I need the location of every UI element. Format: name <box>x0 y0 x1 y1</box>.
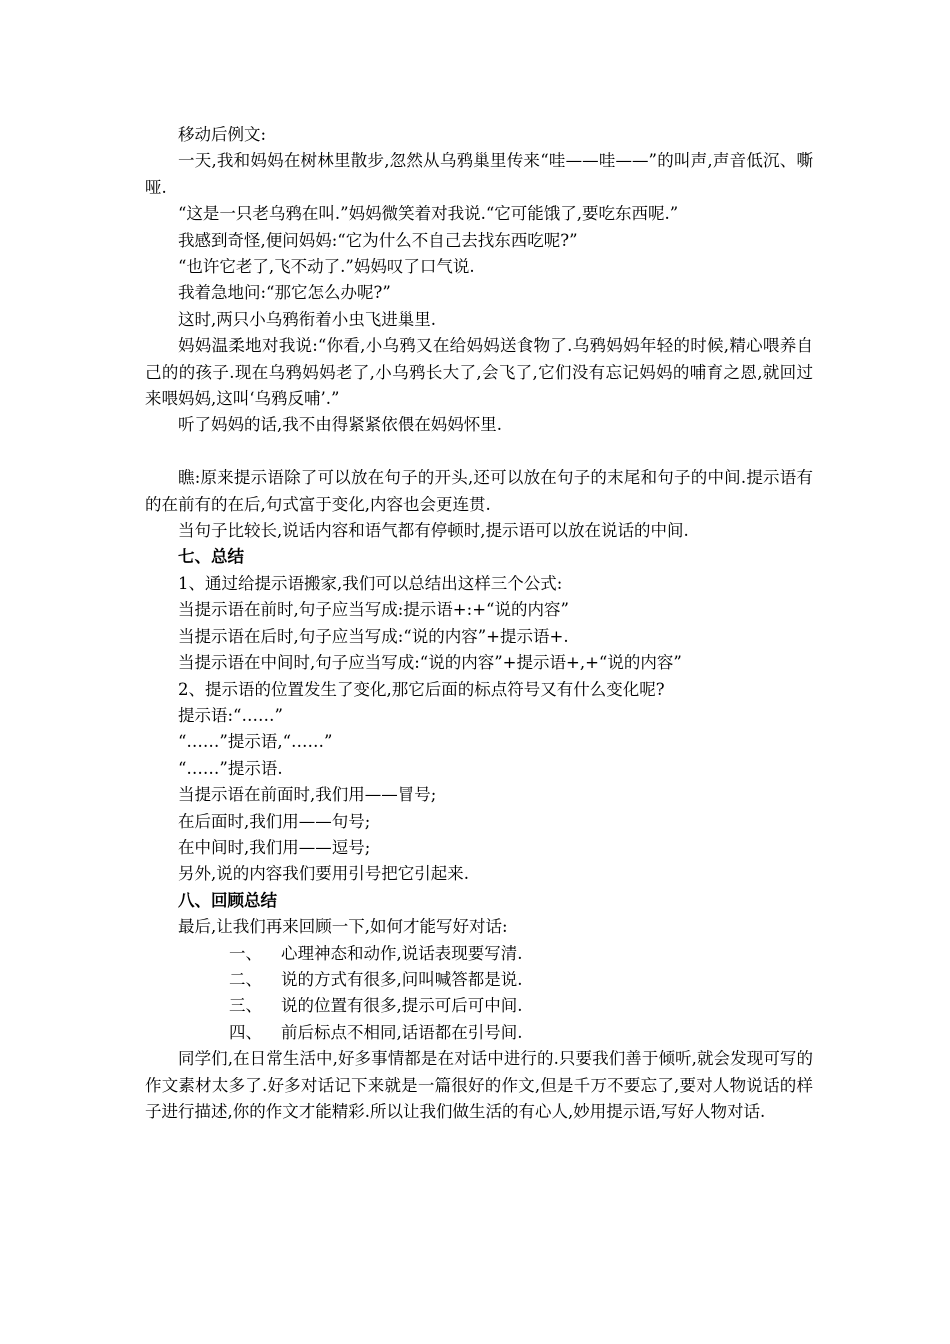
paragraph-story-2: “这是一只老乌鸦在叫.”妈妈微笑着对我说.“它可能饿了,要吃东西呢.” <box>178 204 679 224</box>
paragraph-story-4: “也许它老了,飞不动了.”妈妈叹了口气说. <box>178 257 475 277</box>
paragraph-comma-rule: 在中间时,我们用——逗号; <box>178 837 371 857</box>
list-item-text: 说的方式有很多,问叫喊答都是说. <box>281 969 523 989</box>
paragraph-story-6: 这时,两只小乌鸦衔着小虫飞进巢里. <box>178 309 436 329</box>
document-page <box>145 122 813 1125</box>
list-item-text: 心理神态和动作,说话表现要写清. <box>281 943 523 963</box>
paragraph-observation: 瞧:原来提示语除了可以放在句子的开头,还可以放在句子的末尾和句子的中间.提示语有的在前有的在后,句式富于变化,内容也会更连贯. <box>145 468 813 514</box>
paragraph-pattern-middle: “……”提示语,“……” <box>178 732 333 752</box>
list-item-text: 前后标点不相同,话语都在引号间. <box>281 1022 523 1042</box>
paragraph-story-5: 我着急地问:“那它怎么办呢?” <box>178 283 391 303</box>
paragraph-story-8: 听了妈妈的话,我不由得紧紧依偎在妈妈怀里. <box>178 415 502 435</box>
list-item-number: 一、 <box>229 943 262 963</box>
paragraph-formula-intro: 1、通过给提示语搬家,我们可以总结出这样三个公式: <box>178 573 563 593</box>
paragraph-punctuation-question: 2、提示语的位置发生了变化,那它后面的标点符号又有什么变化呢? <box>178 679 665 699</box>
paragraph-review-intro: 最后,让我们再来回顾一下,如何才能写好对话: <box>178 917 508 937</box>
list-item <box>145 941 813 967</box>
paragraph-colon-rule: 当提示语在前面时,我们用——冒号; <box>178 785 437 805</box>
paragraph-pattern-front: 提示语:“……” <box>178 705 283 725</box>
paragraph-story-3: 我感到奇怪,便问妈妈:“它为什么不自己去找东西吃呢?” <box>178 230 578 250</box>
paragraph-example-title: 移动后例文: <box>178 125 267 144</box>
paragraph-story-7: 妈妈温柔地对我说:“你看,小乌鸦又在给妈妈送食物了.乌鸦妈妈年轻的时候,精心喂养自己的的孩子.现在乌鸦妈妈老了,小乌鸦长大了,会飞了,它们没有忘记妈妈的哺育之恩,就回过来喂妈妈,这叫‘乌鸦反哺’.” <box>145 336 813 409</box>
paragraph-middle-rule: 当句子比较长,说话内容和语气都有停顿时,提示语可以放在说话的中间. <box>178 521 689 541</box>
list-item-number: 三、 <box>229 996 262 1016</box>
paragraph-pattern-back: “……”提示语. <box>178 758 283 778</box>
list-item <box>145 993 813 1019</box>
paragraph-formula-back: 当提示语在后时,句子应当写成:“说的内容”+提示语+. <box>178 626 569 646</box>
list-item-number: 四、 <box>229 1022 262 1042</box>
paragraph-conclusion: 同学们,在日常生活中,好多事情都是在对话中进行的.只要我们善于倾听,就会发现可写的作文素材太多了.好多对话记下来就是一篇很好的作文,但是千万不要忘了,要对人物说话的样子进行描述,你的作文才能精彩.所以让我们做生活的有心人,妙用提示语,写好人物对话. <box>145 1049 813 1122</box>
list-item <box>145 1020 813 1046</box>
list-item <box>145 967 813 993</box>
blank-line <box>145 439 813 465</box>
paragraph-story-1: 一天,我和妈妈在树林里散步,忽然从乌鸦巢里传来“哇——哇——”的叫声,声音低沉、嘶哑. <box>145 151 813 197</box>
paragraph-formula-front: 当提示语在前时,句子应当写成:提示语+:+“说的内容” <box>178 600 569 620</box>
paragraph-quote-rule: 另外,说的内容我们要用引号把它引起来. <box>178 864 469 884</box>
list-item-number: 二、 <box>229 969 262 989</box>
paragraph-period-rule: 在后面时,我们用——句号; <box>178 811 371 831</box>
section-heading-review: 八、回顾总结 <box>178 890 277 910</box>
section-heading-summary: 七、总结 <box>178 547 244 567</box>
paragraph-formula-middle: 当提示语在中间时,句子应当写成:“说的内容”+提示语+,+“说的内容” <box>178 653 682 673</box>
list-item-text: 说的位置有很多,提示可后可中间. <box>281 996 523 1016</box>
